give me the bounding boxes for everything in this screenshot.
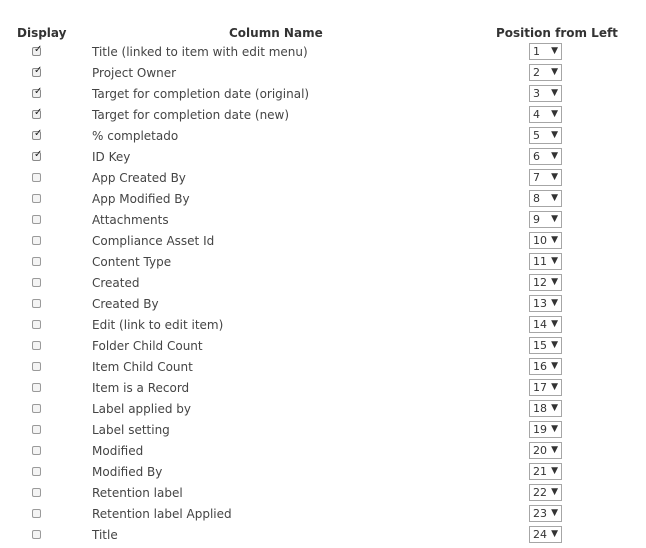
column-row [0, 126, 646, 147]
position-value: 5 [533, 129, 540, 142]
dropdown-arrow-icon: ▼ [551, 403, 558, 413]
column-name-label: Retention label Applied [92, 507, 232, 521]
column-row [0, 504, 646, 525]
column-name-label: Content Type [92, 255, 172, 269]
checkmark-icon: ✓ [34, 86, 43, 97]
dropdown-arrow-icon: ▼ [551, 508, 558, 518]
position-select[interactable] [529, 421, 562, 438]
dropdown-arrow-icon: ▼ [551, 361, 558, 371]
position-select[interactable] [529, 316, 562, 333]
checkmark-icon: ✓ [34, 44, 43, 55]
display-checkbox[interactable] [32, 383, 41, 392]
position-select[interactable] [529, 190, 562, 207]
dropdown-arrow-icon: ▼ [551, 487, 558, 497]
position-value: 6 [533, 150, 540, 163]
display-checkbox[interactable] [32, 257, 41, 266]
display-checkbox[interactable] [32, 194, 41, 203]
dropdown-arrow-icon: ▼ [551, 340, 558, 350]
column-name-label: Created By [92, 297, 159, 311]
column-row [0, 252, 646, 273]
position-select[interactable] [529, 484, 562, 501]
column-name-label: Compliance Asset Id [92, 234, 215, 248]
column-row [0, 105, 646, 126]
position-value: 14 [533, 318, 547, 331]
column-name-label: Item Child Count [92, 360, 193, 374]
position-value: 12 [533, 276, 547, 289]
display-checkbox[interactable] [32, 425, 41, 434]
position-value: 10 [533, 234, 547, 247]
column-row [0, 84, 646, 105]
dropdown-arrow-icon: ▼ [551, 277, 558, 287]
column-name-label: Folder Child Count [92, 339, 203, 353]
column-name-header: Column Name [229, 26, 323, 40]
column-name-label: App Modified By [92, 192, 190, 206]
display-checkbox[interactable] [32, 467, 41, 476]
position-select[interactable] [529, 106, 562, 123]
position-value: 13 [533, 297, 547, 310]
position-value: 22 [533, 486, 547, 499]
column-name-label: App Created By [92, 171, 186, 185]
position-select[interactable] [529, 463, 562, 480]
dropdown-arrow-icon: ▼ [551, 235, 558, 245]
column-name-label: Target for completion date (new) [92, 108, 290, 122]
position-value: 1 [533, 45, 540, 58]
display-checkbox[interactable] [32, 86, 43, 98]
column-name-label: Item is a Record [92, 381, 190, 395]
column-row [0, 336, 646, 357]
position-value: 8 [533, 192, 540, 205]
position-header: Position from Left [496, 26, 618, 40]
column-name-label: Edit (link to edit item) [92, 318, 224, 332]
dropdown-arrow-icon: ▼ [551, 256, 558, 266]
display-checkbox[interactable] [32, 173, 41, 182]
checkmark-icon: ✓ [34, 107, 43, 118]
display-checkbox[interactable] [32, 299, 41, 308]
position-select[interactable] [529, 85, 562, 102]
column-name-label: % completado [92, 129, 179, 143]
column-row [0, 315, 646, 336]
position-select[interactable] [529, 169, 562, 186]
position-select[interactable] [529, 211, 562, 228]
column-name-label: Label applied by [92, 402, 191, 416]
column-row [0, 294, 646, 315]
position-select[interactable] [529, 526, 562, 543]
dropdown-arrow-icon: ▼ [551, 319, 558, 329]
column-row [0, 210, 646, 231]
position-value: 19 [533, 423, 547, 436]
column-name-label: Created [92, 276, 140, 290]
checkmark-icon: ✓ [34, 149, 43, 160]
position-value: 7 [533, 171, 540, 184]
position-value: 9 [533, 213, 540, 226]
column-name-label: Label setting [92, 423, 170, 437]
dropdown-arrow-icon: ▼ [551, 298, 558, 308]
checkmark-icon: ✓ [34, 128, 43, 139]
dropdown-arrow-icon: ▼ [551, 529, 558, 539]
column-name-label: Project Owner [92, 66, 177, 80]
display-header: Display [17, 26, 67, 40]
dropdown-arrow-icon: ▼ [551, 151, 558, 161]
column-name-label: Retention label [92, 486, 183, 500]
display-checkbox[interactable] [32, 362, 41, 371]
dropdown-arrow-icon: ▼ [551, 424, 558, 434]
display-checkbox[interactable] [32, 128, 43, 140]
column-row [0, 420, 646, 441]
position-value: 15 [533, 339, 547, 352]
column-row [0, 483, 646, 504]
position-select[interactable] [529, 43, 562, 60]
dropdown-arrow-icon: ▼ [551, 130, 558, 140]
position-select[interactable] [529, 64, 562, 81]
display-checkbox[interactable] [32, 488, 41, 497]
display-checkbox[interactable] [32, 149, 43, 161]
dropdown-arrow-icon: ▼ [551, 109, 558, 119]
position-select[interactable] [529, 400, 562, 417]
dropdown-arrow-icon: ▼ [551, 67, 558, 77]
display-checkbox[interactable] [32, 44, 43, 56]
position-value: 18 [533, 402, 547, 415]
column-row [0, 273, 646, 294]
dropdown-arrow-icon: ▼ [551, 382, 558, 392]
display-checkbox[interactable] [32, 65, 43, 77]
display-checkbox[interactable] [32, 404, 41, 413]
position-select[interactable] [529, 127, 562, 144]
column-list [0, 42, 646, 546]
column-name-label: Modified [92, 444, 144, 458]
display-checkbox[interactable] [32, 509, 41, 518]
display-checkbox[interactable] [32, 107, 43, 119]
display-checkbox[interactable] [32, 530, 41, 539]
display-checkbox[interactable] [32, 278, 41, 287]
dropdown-arrow-icon: ▼ [551, 214, 558, 224]
dropdown-arrow-icon: ▼ [551, 445, 558, 455]
column-row [0, 525, 646, 546]
position-select[interactable] [529, 253, 562, 270]
position-value: 11 [533, 255, 547, 268]
position-select[interactable] [529, 148, 562, 165]
column-name-label: Title (linked to item with edit menu) [92, 45, 308, 59]
position-value: 2 [533, 66, 540, 79]
position-value: 3 [533, 87, 540, 100]
dropdown-arrow-icon: ▼ [551, 466, 558, 476]
checkmark-icon: ✓ [34, 65, 43, 76]
position-value: 20 [533, 444, 547, 457]
dropdown-arrow-icon: ▼ [551, 193, 558, 203]
column-row [0, 357, 646, 378]
position-select[interactable] [529, 337, 562, 354]
column-row [0, 441, 646, 462]
position-select[interactable] [529, 274, 562, 291]
display-checkbox[interactable] [32, 320, 41, 329]
display-checkbox[interactable] [32, 215, 41, 224]
column-row [0, 168, 646, 189]
column-row [0, 147, 646, 168]
display-checkbox[interactable] [32, 236, 41, 245]
position-select[interactable] [529, 232, 562, 249]
display-checkbox[interactable] [32, 446, 41, 455]
column-name-label: Modified By [92, 465, 163, 479]
position-value: 4 [533, 108, 540, 121]
column-name-label: Title [92, 528, 118, 542]
display-checkbox[interactable] [32, 341, 41, 350]
column-row [0, 462, 646, 483]
position-value: 23 [533, 507, 547, 520]
column-row [0, 378, 646, 399]
dropdown-arrow-icon: ▼ [551, 46, 558, 56]
column-name-label: Attachments [92, 213, 169, 227]
column-name-label: Target for completion date (original) [92, 87, 310, 101]
position-value: 17 [533, 381, 547, 394]
column-row [0, 63, 646, 84]
position-select[interactable] [529, 358, 562, 375]
column-row [0, 399, 646, 420]
column-row [0, 42, 646, 63]
column-name-label: ID Key [92, 150, 131, 164]
position-value: 24 [533, 528, 547, 541]
dropdown-arrow-icon: ▼ [551, 172, 558, 182]
position-select[interactable] [529, 295, 562, 312]
dropdown-arrow-icon: ▼ [551, 88, 558, 98]
position-select[interactable] [529, 379, 562, 396]
column-row [0, 189, 646, 210]
position-select[interactable] [529, 442, 562, 459]
position-value: 16 [533, 360, 547, 373]
column-row [0, 231, 646, 252]
position-value: 21 [533, 465, 547, 478]
position-select[interactable] [529, 505, 562, 522]
